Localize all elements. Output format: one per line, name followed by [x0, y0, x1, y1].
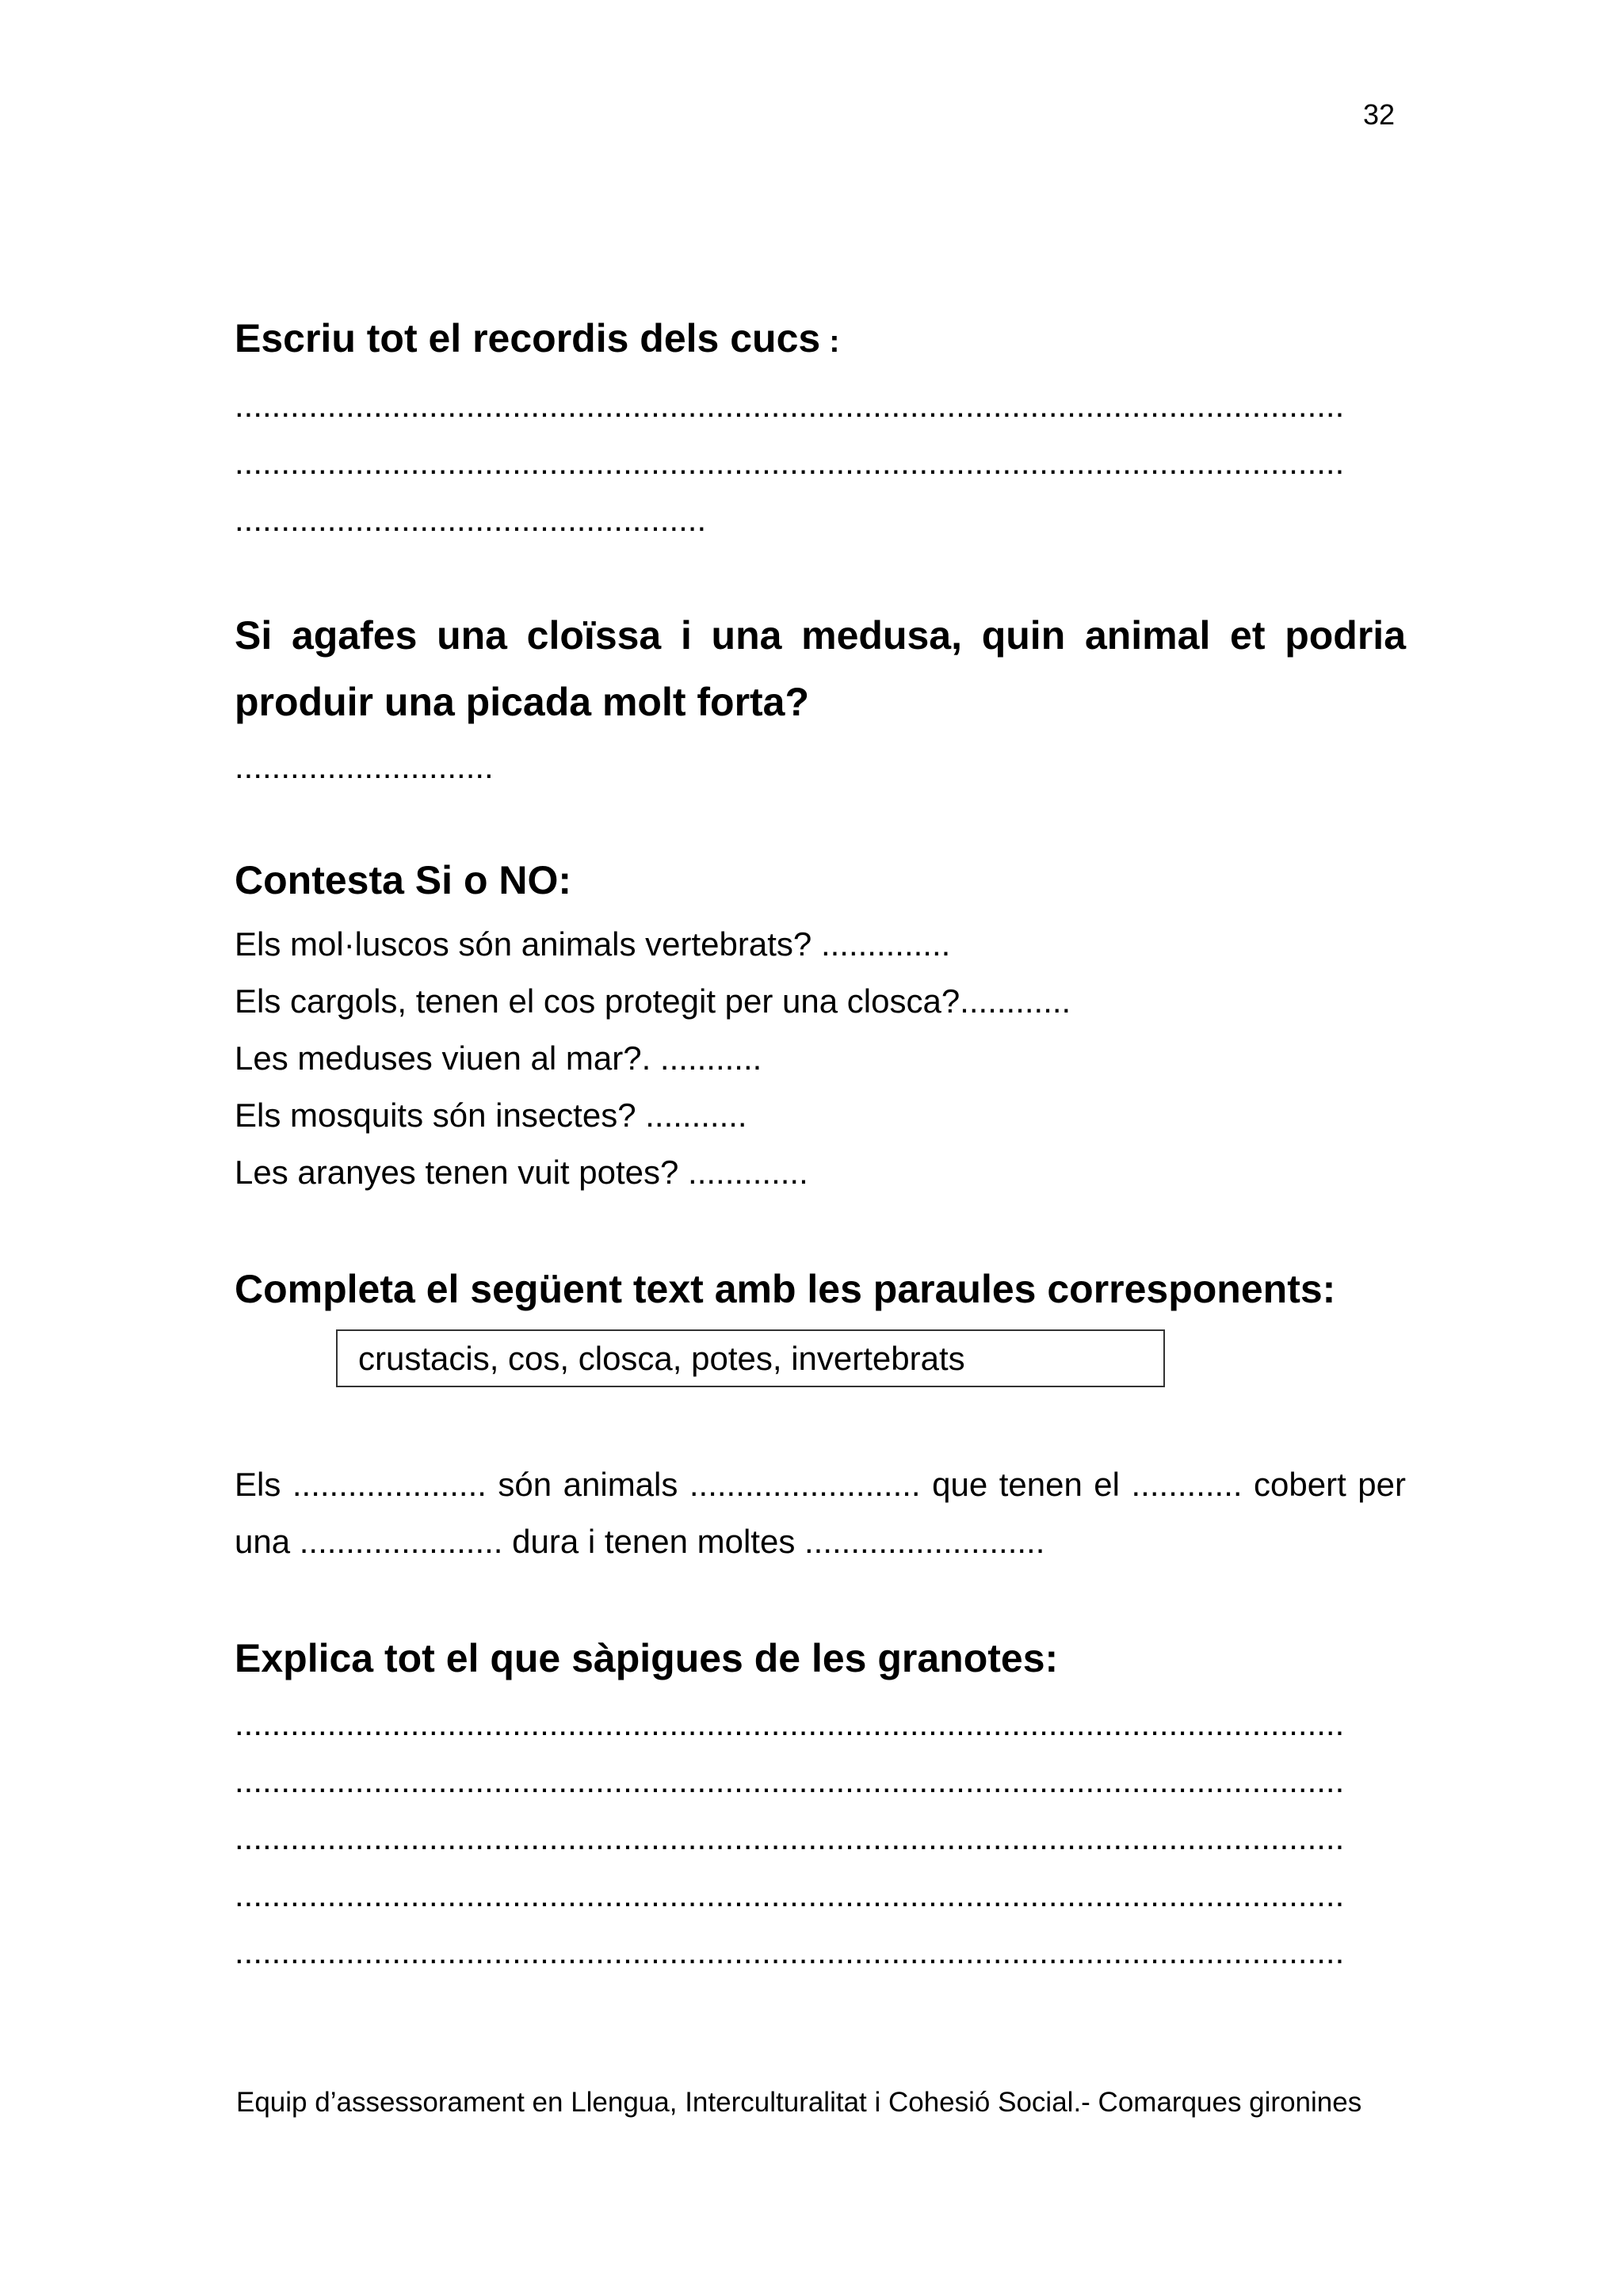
yes-no-question: Les meduses viuen al mar?. ........... — [235, 1039, 762, 1077]
section-1-heading — [235, 315, 840, 361]
section-3-heading: Contesta Si o NO: — [235, 858, 572, 902]
answer-line[interactable]: ................................................... — [235, 501, 707, 538]
answer-line[interactable]: ........................................................................................................................ — [235, 387, 1345, 424]
section-5-heading: Explica tot el que sàpigues de les granotes: — [235, 1636, 1059, 1680]
word-bank-box: crustacis, cos, closca, potes, invertebrats — [336, 1329, 1165, 1387]
section-1-heading-text: Escriu tot el recordis dels cucs — [235, 316, 821, 360]
yes-no-question: Els mol·luscos són animals vertebrats? .............. — [235, 925, 951, 963]
section-1-heading-colon: : — [820, 324, 840, 359]
answer-line[interactable]: ............................ — [235, 748, 494, 785]
section-2-question: Si agafes una cloïssa i una medusa, quin animal et podria produir una picada molt forta? — [235, 613, 1406, 724]
yes-no-question: Els cargols, tenen el cos protegit per una closca?............ — [235, 982, 1071, 1020]
answer-line[interactable]: ........................................................................................................................ — [235, 1876, 1345, 1913]
page-number: 32 — [1363, 98, 1396, 131]
answer-line[interactable]: ........................................................................................................................ — [235, 1933, 1345, 1970]
section-4-heading: Completa el següent text amb les paraules corresponents: — [235, 1267, 1336, 1311]
answer-line[interactable]: ........................................................................................................................ — [235, 1762, 1345, 1799]
cloze-text: Els ..................... són animals ......................... que tenen el ............ cobert per una ...................... dura i tenen moltes .......................... — [235, 1466, 1406, 1560]
answer-line[interactable]: ........................................................................................................................ — [235, 444, 1345, 481]
answer-line[interactable]: ........................................................................................................................ — [235, 1819, 1345, 1856]
yes-no-question: Els mosquits són insectes? ........... — [235, 1097, 747, 1134]
yes-no-question: Les aranyes tenen vuit potes? ............. — [235, 1154, 808, 1191]
footer-text: Equip d’assessorament en Llengua, Interculturalitat i Cohesió Social.- Comarques gironines — [236, 2087, 1362, 2118]
answer-line[interactable]: ........................................................................................................................ — [235, 1705, 1345, 1742]
